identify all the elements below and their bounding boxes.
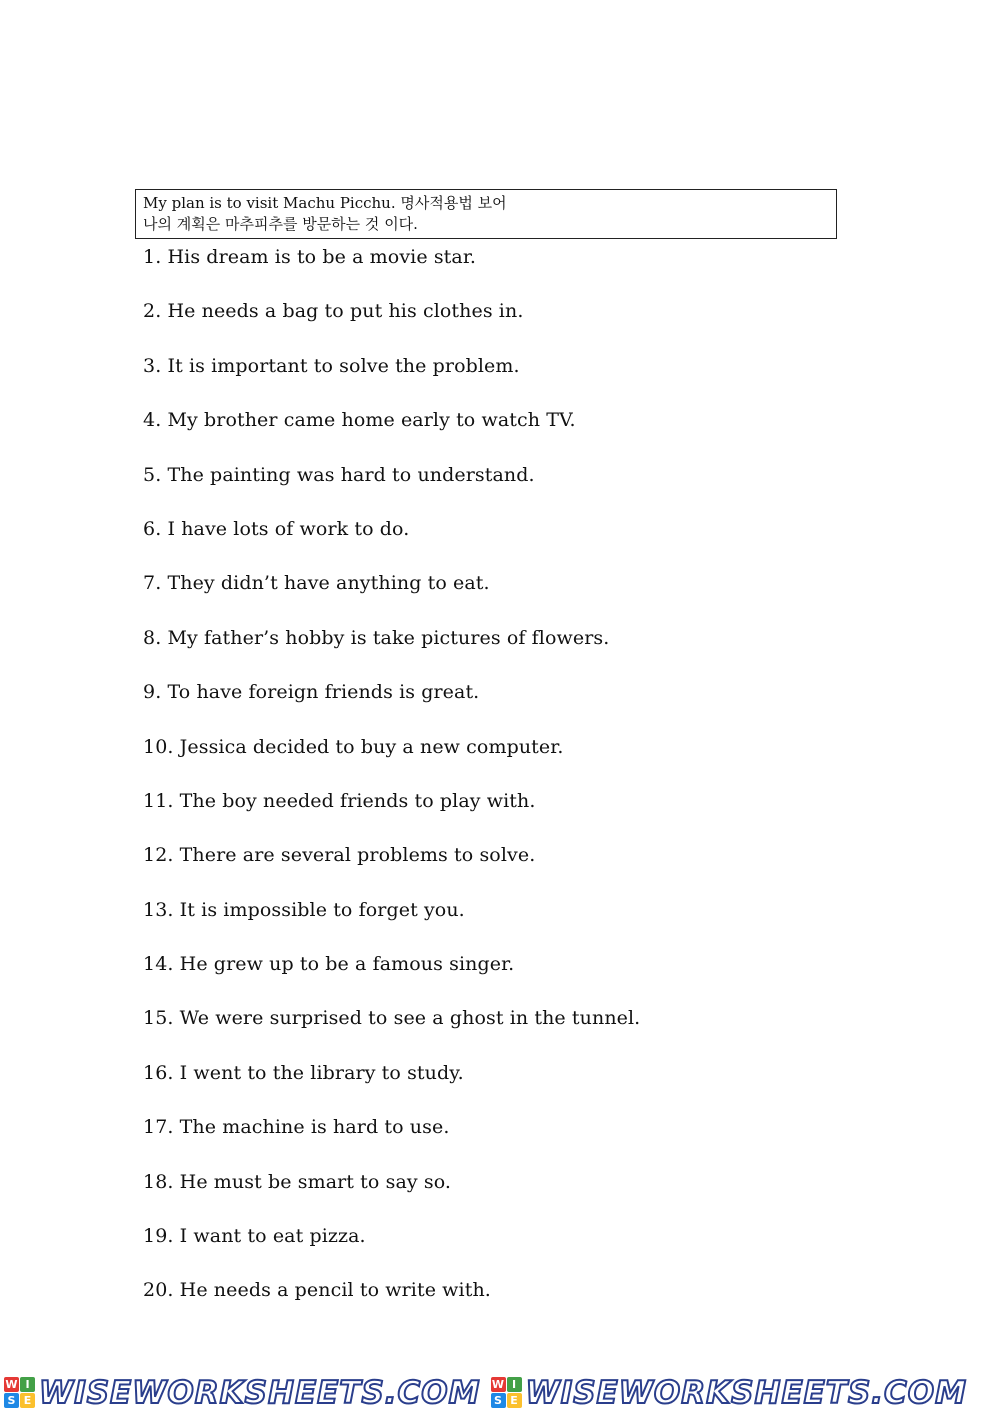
sentence-item: 4. My brother came home early to watch TV.: [143, 409, 576, 432]
sentence-item: 2. He needs a bag to put his clothes in.: [143, 300, 524, 323]
sentence-item: 14. He grew up to be a famous singer.: [143, 953, 515, 976]
logo-letter: W: [491, 1378, 505, 1391]
sentence-item: 8. My father’s hobby is take pictures of flowers.: [143, 626, 610, 649]
sentence-item: 17. The machine is hard to use.: [143, 1116, 450, 1139]
sentence-item: 15. We were surprised to see a ghost in the tunnel.: [143, 1007, 641, 1030]
sentence-item: 5. The painting was hard to understand.: [143, 463, 535, 486]
sentence-item: 11. The boy needed friends to play with.: [143, 789, 536, 812]
logo-letter: I: [507, 1377, 522, 1392]
watermark: [4, 1375, 481, 1411]
sentence-item: 19. I want to eat pizza.: [143, 1225, 366, 1248]
logo-letter: E: [507, 1393, 522, 1408]
watermark-text: WISEWORKSHEETS.COM: [525, 1374, 967, 1411]
sentence-list: [143, 242, 640, 1330]
watermark-text: WISEWORKSHEETS.COM: [39, 1374, 481, 1411]
watermark: [491, 1375, 968, 1411]
logo-letter: S: [491, 1393, 506, 1408]
logo-letter: E: [20, 1393, 35, 1408]
logo-letter: I: [20, 1377, 35, 1392]
sentence-item: 1. His dream is to be a movie star.: [143, 246, 477, 268]
wise-logo-icon: [491, 1377, 522, 1408]
sentence-item: 12. There are several problems to solve.: [143, 844, 536, 867]
sentence-item: 13. It is impossible to forget you.: [143, 898, 465, 921]
sentence-item: 10. Jessica decided to buy a new computer.: [143, 735, 564, 758]
logo-letter: S: [4, 1393, 19, 1408]
wise-logo-icon: [4, 1377, 35, 1408]
sentence-item: 9. To have foreign friends is great.: [143, 681, 480, 704]
sentence-item: 16. I went to the library to study.: [143, 1061, 464, 1084]
logo-letter: W: [5, 1378, 18, 1391]
sentence-item: 6. I have lots of work to do.: [143, 517, 410, 540]
sentence-item: 18. He must be smart to say so.: [143, 1170, 452, 1193]
example-translation: 나의 계획은 마추피추를 방문하는 것 이다.: [143, 215, 418, 233]
example-box: [135, 189, 837, 239]
sentence-item: 20. He needs a pencil to write with.: [143, 1279, 491, 1302]
sentence-item: 3. It is important to solve the problem.: [143, 354, 520, 377]
watermark-footer: [0, 1372, 1000, 1413]
example-sentence: My plan is to visit Machu Picchu. 명사적용법 보어: [143, 194, 507, 212]
sentence-item: 7. They didn’t have anything to eat.: [143, 572, 490, 595]
